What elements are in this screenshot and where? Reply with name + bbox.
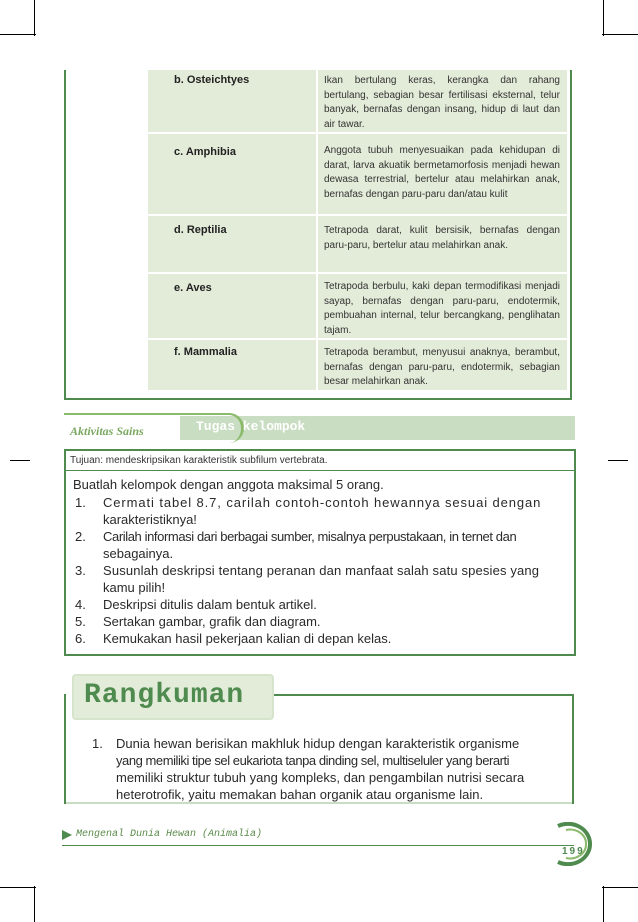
page-number-swoosh-icon [550,822,600,866]
crop-mark [608,460,628,461]
summary-bottom-border [66,802,572,804]
table-row [148,134,567,216]
summary-line: heterotrofik, yaitu memakan bahan organik atau organisme lain. [116,787,484,802]
page-number: 199 [562,846,585,857]
step-text: Cermati tabel 8.7, carilah contoh-contoh hewannya sesuai dengan [103,495,542,510]
step-text: Deskripsi ditulis dalam bentuk artikel. [103,597,317,612]
summary-top-border [272,694,574,696]
column-divider [316,70,318,132]
summary-line: Dunia hewan berisikan makhluk hidup dengan karakteristik organisme [116,736,520,751]
class-description: Tetrapoda darat, kulit bersisik, bernafas dengan paru-paru, bertelur atau melahirkan anak. [324,225,560,251]
summary-item-number: 1. [92,736,103,751]
class-name: f. Mammalia [174,346,237,358]
summary-line: memiliki struktur tubuh yang kompleks, dan pengambilan nutrisi secara [116,770,525,785]
step-number: 6. [75,631,86,646]
crop-mark [0,887,36,888]
column-divider [316,340,318,390]
step-text: karakteristiknya! [103,512,197,527]
step-number: 1. [75,495,86,510]
column-divider [316,274,318,338]
table-row [148,70,567,134]
crop-mark [602,34,638,35]
activity-label: Aktivitas Sains [70,424,144,438]
crop-mark [603,886,604,922]
crop-mark [603,0,604,36]
activity-title: Tugas kelompok [196,419,306,434]
class-description: Tetrapoda berbulu, kaki depan termodifikasi menjadi sayap, bernafas dengan paru-paru, endotermik, pembuahan internal, telur bercangkang, penglihatan tajam. [324,281,560,336]
table-row [148,274,567,340]
step-text: Susunlah deskripsi tentang peranan dan manfaat salah satu spesies yang [103,563,540,578]
crop-mark [0,34,36,35]
class-description: Ikan bertulang keras, kerangka dan rahang bertulang, sebagian besar fertilisasi eksternal, telur banyak, bernafas dengan insang, hidup di laut dan air tawar. [324,75,560,130]
summary-title: Rangkuman [84,680,245,711]
crop-mark [34,0,35,36]
footer-line [62,845,574,846]
footer-chapter: Mengenal Dunia Hewan (Animalia) [76,829,263,840]
class-name: b. Osteichtyes [174,74,250,86]
crop-mark [34,886,35,922]
class-name: d. Reptilia [174,224,227,236]
crop-mark [602,887,638,888]
step-text: sebagainya. [103,546,174,561]
crop-mark [10,460,30,461]
step-number: 2. [75,529,86,544]
class-name: e. Aves [174,282,212,294]
column-divider [316,134,318,214]
step-number: 4. [75,597,86,612]
step-text: Kemukakan hasil pekerjaan kalian di depan kelas. [103,631,392,646]
step-text: Sertakan gambar, grafik dan diagram. [103,614,321,629]
task-objective: Tujuan: mendeskripsikan karakteristik subfilum vertebrata. [70,455,328,466]
step-text: Carilah informasi dari berbagai sumber, misalnya perpustakaan, in ternet dan [103,529,517,544]
class-description: Tetrapoda berambut, menyusui anaknya, berambut, bernafas dengan paru-paru, endotermik, sebagian besar melahirkan anak. [324,347,560,387]
class-name: c. Amphibia [174,146,236,158]
step-number: 5. [75,614,86,629]
divider [66,470,574,471]
table-row [148,340,567,392]
column-divider [316,216,318,272]
summary-line: yang memiliki tipe sel eukariota tanpa dinding sel, multiseluler yang berarti [116,753,510,768]
class-description: Anggota tubuh menyesuaikan pada kehidupan di darat, larva akuatik bermetamorfosis menjadi hewan dewasa terrestrial, bertelur atau melahirkan anak, bernafas dengan paru-paru dan/atau kulit [324,145,560,200]
step-number: 3. [75,563,86,578]
footer-arrow-icon [62,830,72,840]
table-row [148,216,567,274]
step-text: kamu pilih! [103,580,166,595]
task-intro: Buatlah kelompok dengan anggota maksimal 5 orang. [73,477,384,492]
